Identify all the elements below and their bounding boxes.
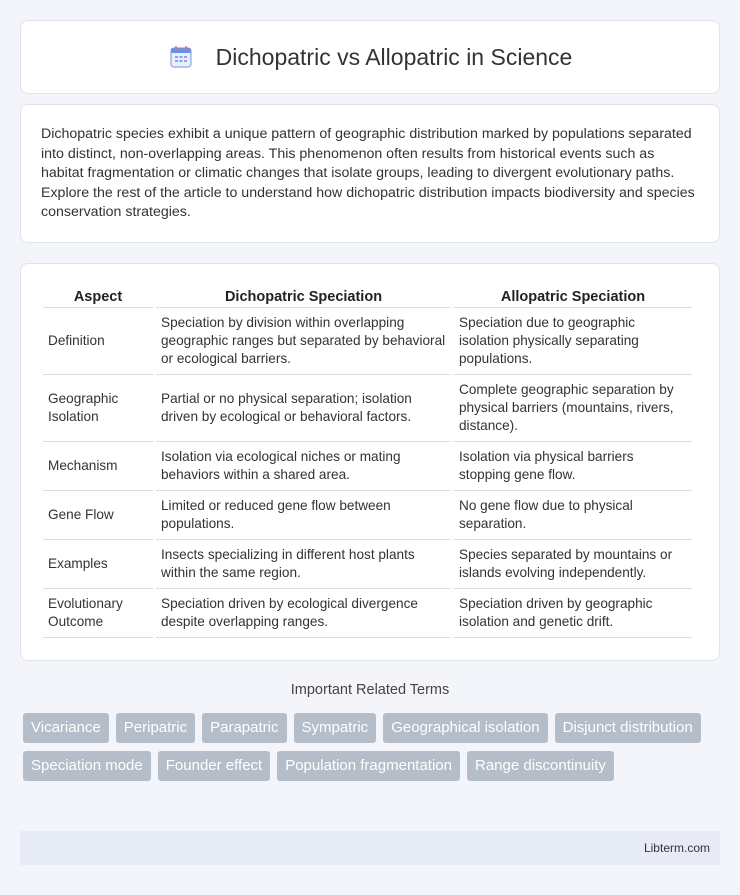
intro-card bbox=[20, 104, 720, 243]
table-cell: Partial or no physical separation; isolation driven by ecological or behavioral factors. bbox=[156, 375, 451, 442]
table-cell: Speciation driven by ecological divergence despite overlapping ranges. bbox=[156, 589, 451, 638]
table-cell: Speciation by division within overlapping geographic ranges but separated by behavioral or ecological barriers. bbox=[156, 308, 451, 375]
table-cell: Geographic Isolation bbox=[43, 375, 153, 442]
related-terms-list bbox=[23, 713, 723, 781]
related-term-tag[interactable]: Parapatric bbox=[202, 713, 286, 743]
table-cell: Mechanism bbox=[43, 442, 153, 491]
related-term-tag[interactable]: Speciation mode bbox=[23, 751, 151, 781]
table-header-row bbox=[43, 286, 692, 308]
intro-paragraph: Dichopatric species exhibit a unique pattern of geographic distribution marked by populations separated into distinct, non-overlapping areas. This phenomenon often results from historical events such as habitat fragmentation or climatic changes that isolate groups, leading to divergent evolutionary paths. Explore the rest of the article to understand how dichopatric distribution impacts biodiversity and species conservation strategies. bbox=[41, 126, 695, 221]
related-term-tag[interactable]: Sympatric bbox=[294, 713, 377, 743]
page-title: Dichopatric vs Allopatric in Science bbox=[215, 43, 573, 70]
comparison-table bbox=[40, 286, 695, 638]
related-term-tag[interactable]: Population fragmentation bbox=[277, 751, 460, 781]
column-header: Dichopatric Speciation bbox=[156, 286, 451, 308]
related-term-tag[interactable]: Peripatric bbox=[116, 713, 195, 743]
related-term-tag[interactable]: Range discontinuity bbox=[467, 751, 614, 781]
calendar-icon bbox=[168, 44, 194, 70]
table-row bbox=[43, 442, 692, 491]
table-cell: Gene Flow bbox=[43, 491, 153, 540]
table-cell: Complete geographic separation by physical barriers (mountains, rivers, distance). bbox=[454, 375, 692, 442]
related-terms-heading: Important Related Terms bbox=[290, 682, 450, 698]
footer-site-link[interactable]: Libterm.com bbox=[643, 841, 710, 855]
related-term-tag[interactable]: Founder effect bbox=[158, 751, 270, 781]
column-header: Allopatric Speciation bbox=[454, 286, 692, 308]
related-term-tag[interactable]: Disjunct distribution bbox=[555, 713, 701, 743]
table-row bbox=[43, 308, 692, 375]
column-header: Aspect bbox=[43, 286, 153, 308]
table-row bbox=[43, 375, 692, 442]
table-row bbox=[43, 589, 692, 638]
table-row bbox=[43, 491, 692, 540]
table-row bbox=[43, 540, 692, 589]
table-cell: Limited or reduced gene flow between populations. bbox=[156, 491, 451, 540]
table-cell: Examples bbox=[43, 540, 153, 589]
footer bbox=[20, 831, 720, 865]
header-card bbox=[20, 20, 720, 94]
related-term-tag[interactable]: Geographical isolation bbox=[383, 713, 547, 743]
related-term-tag[interactable]: Vicariance bbox=[23, 713, 109, 743]
comparison-table-card bbox=[20, 263, 720, 661]
table-cell: Species separated by mountains or islands evolving independently. bbox=[454, 540, 692, 589]
table-cell: Insects specializing in different host plants within the same region. bbox=[156, 540, 451, 589]
table-cell: Evolutionary Outcome bbox=[43, 589, 153, 638]
table-cell: Speciation due to geographic isolation physically separating populations. bbox=[454, 308, 692, 375]
table-cell: Isolation via ecological niches or mating behaviors within a shared area. bbox=[156, 442, 451, 491]
table-cell: Isolation via physical barriers stopping gene flow. bbox=[454, 442, 692, 491]
table-cell: No gene flow due to physical separation. bbox=[454, 491, 692, 540]
table-cell: Definition bbox=[43, 308, 153, 375]
table-cell: Speciation driven by geographic isolation and genetic drift. bbox=[454, 589, 692, 638]
